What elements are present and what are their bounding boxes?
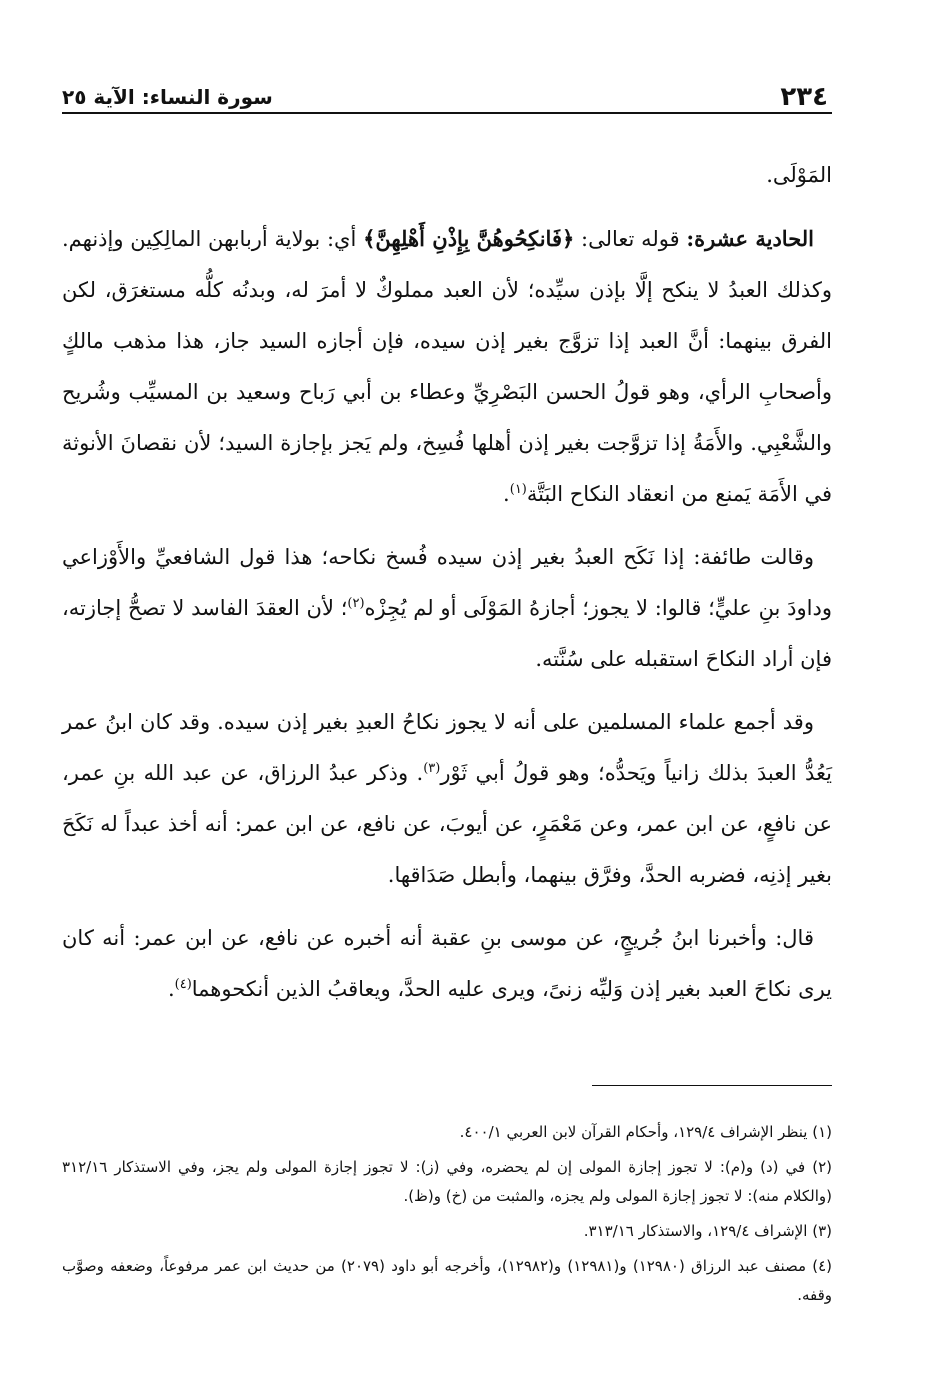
footnote-1: (١) ينظر الإشراف ١٢٩/٤، وأحكام القرآن لابن العربي ٤٠٠/١.	[459, 1123, 832, 1141]
footnote-3: (٣) الإشراف ١٢٩/٤، والاستذكار ٣١٣/١٦.	[583, 1222, 832, 1240]
page-number: ٢٣٤	[780, 82, 828, 112]
p3-text-b: . وذكر عبدُ الرزاق، عن عبد الله بنِ عمر، عن نافعٍ، عن ابن عمر، وعن مَعْمَرٍ، عن أيوبَ، عن نافع، عن ابن عمر: أنه أخذ عبداً له نَكَحَ بغير إذنِه، فضربه الحدَّ، وفرَّق بينهما، وأبطل صَدَاقها.	[62, 761, 832, 887]
p1-intro: قوله تعالى:	[581, 227, 680, 251]
section-heading: الحادية عشرة:	[686, 226, 814, 251]
p4-end: .	[167, 977, 175, 1001]
paragraph-1	[62, 213, 832, 520]
footnote-4: (٤) مصنف عبد الرزاق (١٢٩٨٠) و(١٢٩٨١) و(١٢٩٨٢)، وأخرجه أبو داود (٢٠٧٩) من حديث ابن عمر مرفوعاً، وضعفه وصوَّب وقفه.	[62, 1257, 833, 1304]
footnote-separator	[592, 1085, 832, 1086]
p1-end: .	[503, 482, 510, 506]
p0-text: المَوْلَى.	[766, 163, 832, 187]
footnote-2: (٢) في (د) و(م): لا تجوز إجازة المولى إن لم يحضره، وفي (ز): لا تجوز إجازة المولى ولم يجز، وفي الاستذكار ٣١٢/١٦ (والكلام منه): لا تجوز إجازة المولى ولم يجزه، والمثبت من (خ) و(ظ).	[62, 1158, 832, 1205]
paragraph-3	[62, 697, 832, 901]
footnotes	[62, 1118, 832, 1316]
paragraph-2	[62, 532, 832, 685]
footnote-ref-1: (١)	[509, 482, 527, 497]
p2-text-b: ؛ لأن العقدَ الفاسد لا تصحُّ إجازته، فإن أراد النكاحَ استقبله على سُنَّته.	[62, 596, 832, 671]
footnote-ref-4: (٤)	[174, 977, 192, 992]
running-head: سورة النساء: الآية ٢٥	[62, 85, 273, 109]
body-text	[62, 150, 832, 1027]
page-header	[62, 78, 832, 114]
paragraph-4	[62, 913, 832, 1015]
book-page	[62, 0, 832, 1383]
p1-text: أي: بولاية أربابهن المالِكِين وإذنهم. وكذلك العبدُ لا ينكح إلَّا بإذن سيِّده؛ لأن العبد مملوكٌ لا أمرَ له، وبدنُه كلُّه مستغرَق، لكن الفرق بينهما: أنَّ العبد إذا تزوَّج بغير إذن سيده، فإن أجازه السيد جاز، هذا مذهب مالكٍ وأصحابِ الرأي، وهو قولُ الحسن البَصْرِيِّ وعطاء بن أبي رَباح وسعيد بن المسيِّب وشُريح والشَّعْبِي. والأَمَةُ إذا تزوَّجت بغير إذن أهلها فُسِخ، ولم يَجز بإجازة السيد؛ لأن نقصانَ الأنوثة في الأَمَة يَمنع من انعقاد النكاح البَتَّة	[62, 227, 833, 506]
p3-text-a: وقد أجمع علماء المسلمين على أنه لا يجوز نكاحُ العبدِ بغير إذن سيده. وقد كان ابنُ عمر يَعُدُّ العبدَ بذلك زانياً ويَحدُّه؛ وهو قولُ أبي ثَوْر	[62, 710, 832, 785]
footnote-ref-3: (٣)	[423, 761, 441, 776]
footnote-ref-2: (٢)	[347, 596, 365, 611]
p4-text-a: قال: وأخبرنا ابنُ جُريجٍ، عن موسى بنِ عقبة أنه أخبره عن نافع، عن ابن عمر: أنه كان يرى نكاحَ العبد بغير إذن وَليِّه زنىً، ويرى عليه الحدَّ، ويعاقبُ الذين أنكحوهما	[62, 926, 832, 1001]
p2-text-a: وقالت طائفة: إذا نَكَح العبدُ بغير إذن سيده فُسخ نكاحه؛ هذا قول الشافعيِّ والأَوْزاعي وداودَ بنِ عليٍّ؛ قالوا: لا يجوز؛ أجازهُ المَوْلَى أو لم يُجِزْه	[62, 545, 832, 620]
quran-verse: ﴿فَانكِحُوهُنَّ بِإِذْنِ أَهْلِهِنَّ﴾	[363, 226, 575, 251]
paragraph-0	[62, 150, 832, 201]
